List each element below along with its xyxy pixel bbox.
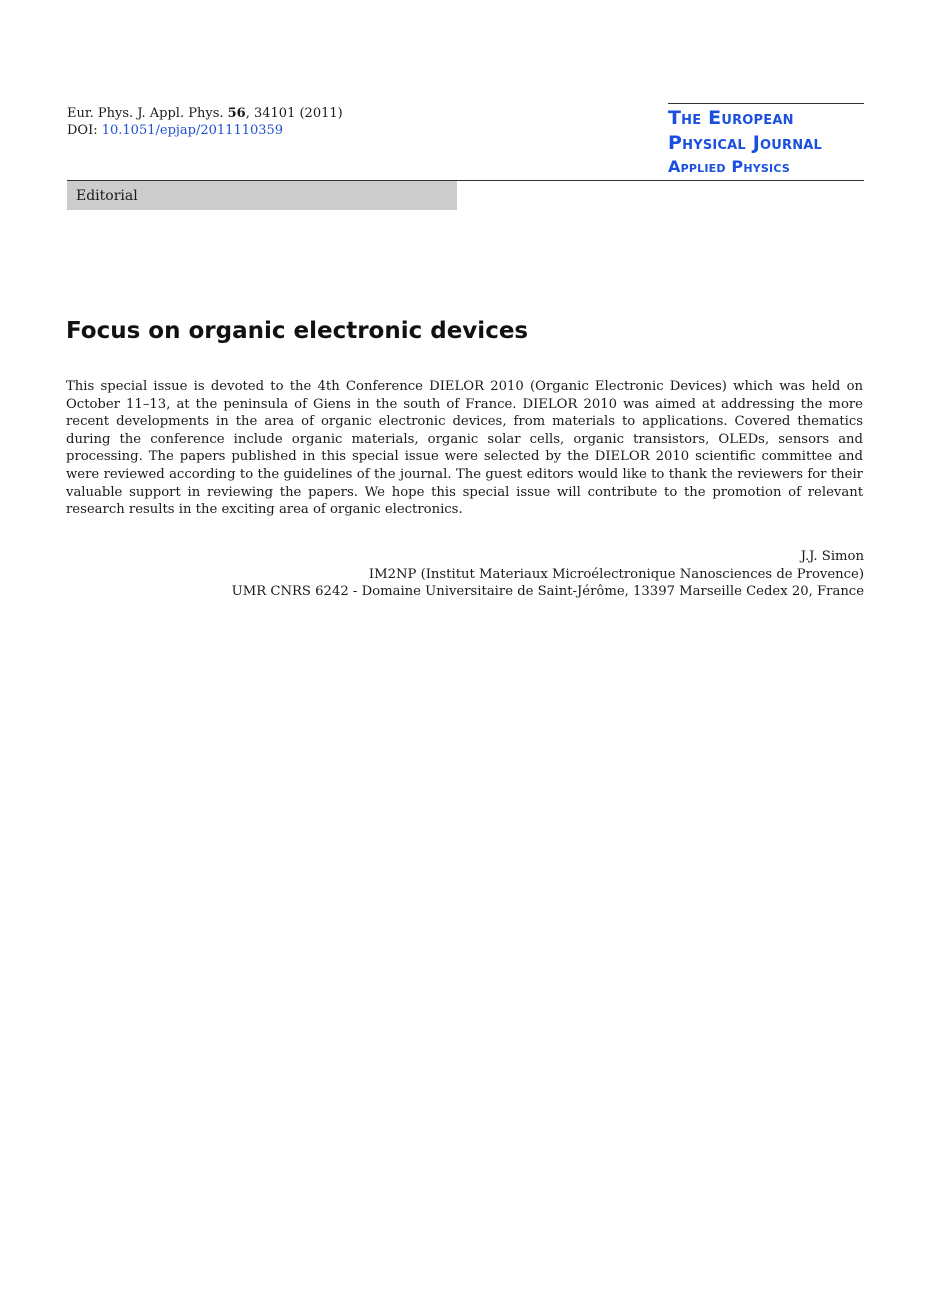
editor-address: UMR CNRS 6242 - Domaine Universitaire de Saint-Jérôme, 13397 Marseille Cedex 20, France	[231, 584, 864, 600]
volume-number: 56	[227, 106, 246, 121]
doi-label: DOI:	[67, 123, 102, 138]
citation-block	[67, 105, 343, 139]
journal-logo-line-1: The European	[668, 107, 794, 129]
doi-link[interactable]: 10.1051/epjap/2011110359	[101, 123, 284, 138]
journal-reference	[67, 105, 343, 122]
journal-logo	[668, 103, 864, 178]
editor-signature	[232, 548, 864, 601]
article-title: Focus on organic electronic devices	[66, 318, 529, 344]
journal-logo-line-3: Applied Physics	[668, 157, 790, 176]
article-abstract: This special issue is devoted to the 4th Conference DIELOR 2010 (Organic Electronic Devices) which was held on October 11–13, at the peninsula of Giens in the south of France. DIELOR 2010 was aimed at addressing the more recent developments in the area of organic electronic devices, from materials to applications. Covered thematics during the conference include organic materials, organic solar cells, organic transistors, OLEDs, sensors and processing. The papers published in this special issue were selected by the DIELOR 2010 scientific committee and were reviewed according to the guidelines of the journal. The guest editors would like to thank the reviewers for their valuable support in reviewing the papers. We hope this special issue will contribute to the promotion of relevant research results in the exciting area of organic electronics.	[66, 379, 863, 518]
editor-institute: IM2NP (Institut Materiaux Microélectronique Nanosciences de Provence)	[368, 566, 864, 582]
journal-logo-line-2: Physical Journal	[668, 132, 823, 154]
doi-line	[67, 122, 343, 139]
citation-prefix: Eur. Phys. J. Appl. Phys.	[67, 106, 228, 121]
editor-name: J.J. Simon	[800, 549, 864, 564]
citation-suffix: , 34101 (2011)	[245, 106, 343, 121]
section-label: Editorial	[76, 188, 138, 204]
section-band	[67, 181, 457, 210]
